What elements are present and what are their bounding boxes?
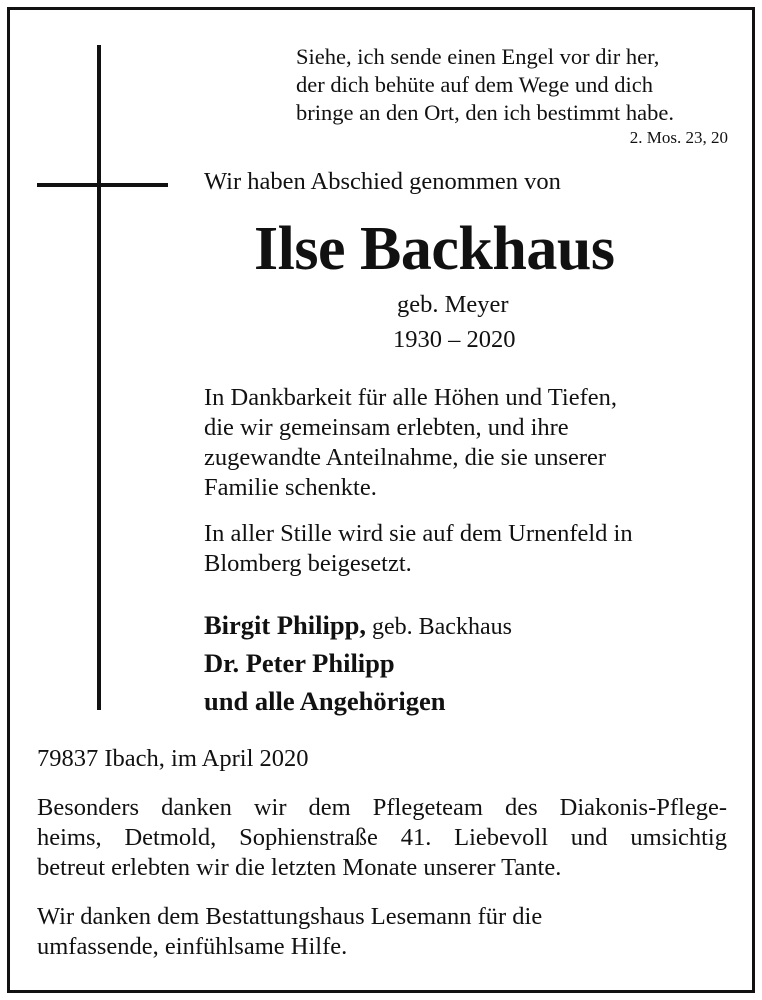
gratitude-line: Familie schenkte. [204,474,377,501]
verse-reference: 2. Mos. 23, 20 [629,128,728,147]
birth-name: geb. Meyer [397,291,509,318]
signatory-birgit [204,610,512,641]
thanks-line: heims, Detmold, Sophienstraße 41. Liebevoll und umsichtig [37,824,727,851]
signatory-relatives: und alle Angehörigen [204,686,446,716]
verse-line: bringe an den Ort, den ich bestimmt habe. [296,100,675,125]
deceased-name: Ilse Backhaus [254,215,615,283]
signatory-birth-name: geb. Backhaus [365,614,512,640]
burial-line: In aller Stille wird sie auf dem Urnenfeld in [204,520,633,547]
verse-line: der dich behüte auf dem Wege und dich [296,72,654,97]
gratitude-line: zugewandte Anteilnahme, die sie unserer [204,444,607,471]
gratitude-line: In Dankbarkeit für alle Höhen und Tiefen, [204,384,617,411]
signatory-peter: Dr. Peter Philipp [204,648,395,678]
cross-icon [97,45,101,710]
thanks-line: betreut erlebten wir die letzten Monate unserer Tante. [37,854,562,881]
place-date: 79837 Ibach, im April 2020 [37,745,309,772]
thanks-line: Besonders danken wir dem Pflegeteam des Diakonis-Pflege- [37,794,727,821]
verse-line: Siehe, ich sende einen Engel vor dir her, [296,44,660,69]
life-years: 1930 – 2020 [393,326,516,353]
intro-text: Wir haben Abschied genommen von [204,168,561,195]
funeral-home-line: Wir danken dem Bestattungshaus Lesemann für die [37,903,543,930]
cross-bar [37,183,168,187]
burial-line: Blomberg beigesetzt. [204,550,412,577]
gratitude-line: die wir gemeinsam erlebten, und ihre [204,414,569,441]
funeral-home-line: umfassende, einfühlsame Hilfe. [37,933,348,960]
signatory-name: Birgit Philipp, [204,610,366,640]
